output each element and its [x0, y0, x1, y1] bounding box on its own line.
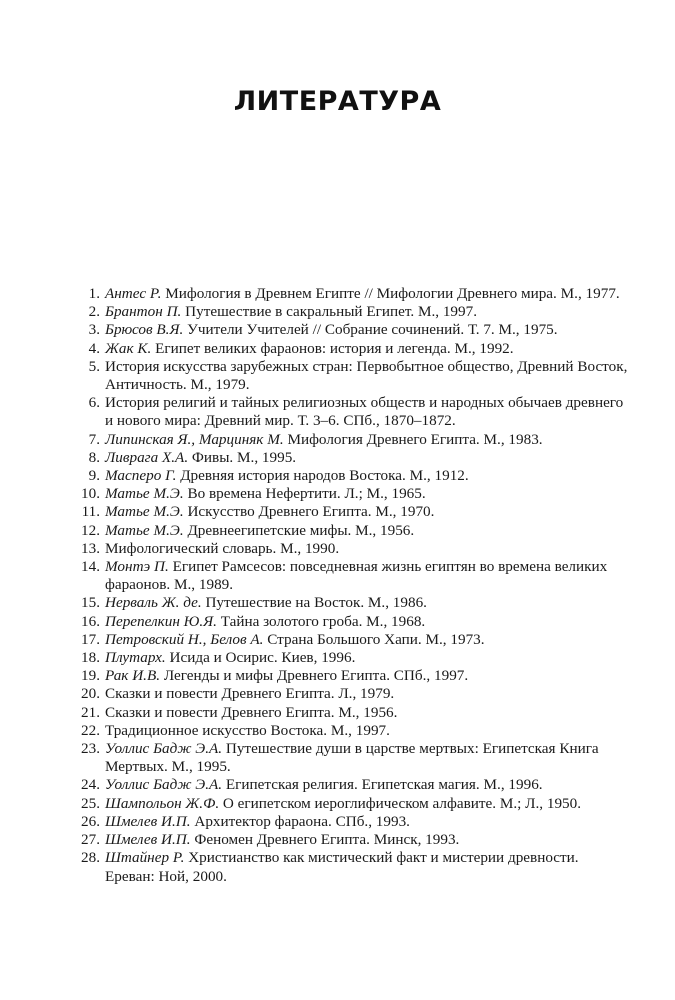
- entry-number: 27.: [81, 831, 100, 849]
- entry-author: Рак И.В.: [105, 667, 161, 685]
- entry-body: [105, 431, 632, 449]
- entry-body: [105, 321, 632, 339]
- entry-author: Плутарх.: [105, 649, 166, 667]
- entry-text: Мифологический словарь. М., 1990.: [105, 539, 340, 557]
- entry-number: 15.: [81, 594, 100, 612]
- bibliography-entry: [72, 613, 632, 631]
- bibliography-entry: [72, 358, 632, 394]
- entry-number: 4.: [88, 339, 100, 357]
- entry-body: [105, 303, 632, 321]
- entry-text: О египетском иероглифическом алфавите. М.; Л., 1950.: [219, 794, 582, 812]
- entry-body: [105, 667, 632, 685]
- entry-number: 23.: [81, 740, 100, 758]
- bibliography-entry: [72, 685, 632, 703]
- entry-number: 8.: [88, 448, 100, 466]
- entry-text: Учители Учителей // Собрание сочинений. Т. 7. М., 1975.: [183, 321, 558, 339]
- entry-text: Архитектор фараона. СПб., 1993.: [190, 812, 410, 830]
- entry-author: Брюсов В.Я.: [105, 321, 184, 339]
- bibliography-entry: [72, 831, 632, 849]
- entry-body: [105, 849, 632, 885]
- entry-body: [105, 485, 632, 503]
- entry-number: 5.: [88, 357, 100, 375]
- bibliography-entry: [72, 631, 632, 649]
- entry-author: Шмелев И.П.: [105, 812, 191, 830]
- entry-author: Антес Р.: [105, 285, 162, 302]
- entry-text: Путешествие души в царстве мертвых: Египетская Книга Мертвых. М., 1995.: [105, 740, 599, 776]
- bibliography-entry: [72, 540, 632, 558]
- entry-text: Египет Рамсесов: повседневная жизнь египтян во времена великих фараонов. М., 1989.: [105, 558, 608, 594]
- entry-body: [105, 795, 632, 813]
- entry-body: [105, 503, 632, 521]
- entry-body: [105, 704, 632, 722]
- entry-number: 13.: [81, 539, 100, 557]
- entry-number: 2.: [88, 303, 100, 321]
- bibliography-entry: [72, 667, 632, 685]
- entry-text: Древнеегипетские мифы. М., 1956.: [183, 521, 415, 539]
- entry-body: [105, 285, 632, 303]
- entry-author: Матье М.Э.: [105, 485, 184, 503]
- entry-body: [105, 831, 632, 849]
- entry-text: Феномен Древнего Египта. Минск, 1993.: [190, 831, 460, 849]
- entry-number: 25.: [81, 794, 100, 812]
- entry-number: 22.: [81, 721, 100, 739]
- bibliography-entry: [72, 503, 632, 521]
- entry-author: Уоллис Бадж Э.А.: [105, 776, 223, 794]
- entry-author: Уоллис Бадж Э.А.: [105, 740, 223, 758]
- entry-number: 3.: [88, 321, 100, 339]
- bibliography-list: [72, 285, 632, 886]
- bibliography-entry: [72, 795, 632, 813]
- entry-author: Перепелкин Ю.Я.: [105, 612, 217, 630]
- entry-number: 24.: [81, 776, 100, 794]
- entry-body: [105, 358, 632, 394]
- entry-author: Масперо Г.: [105, 467, 177, 485]
- bibliography-entry: [72, 303, 632, 321]
- entry-text: Фивы. М., 1995.: [188, 448, 297, 466]
- bibliography-entry: [72, 740, 632, 776]
- entry-body: [105, 558, 632, 594]
- entry-body: [105, 813, 632, 831]
- entry-author: Матье М.Э.: [105, 503, 184, 521]
- entry-body: [105, 522, 632, 540]
- entry-text: Традиционное искусство Востока. М., 1997.: [105, 721, 390, 739]
- entry-text: Египетская религия. Египетская магия. М., 1996.: [222, 776, 543, 794]
- bibliography-entry: [72, 522, 632, 540]
- entry-number: 6.: [88, 394, 100, 412]
- entry-body: [105, 540, 632, 558]
- entry-number: 20.: [81, 685, 100, 703]
- bibliography-entry: [72, 813, 632, 831]
- entry-number: 11.: [81, 503, 100, 521]
- bibliography-entry: [72, 776, 632, 794]
- entry-body: [105, 613, 632, 631]
- entry-author: Матье М.Э.: [105, 521, 184, 539]
- entry-number: 19.: [81, 667, 100, 685]
- bibliography-entry: [72, 594, 632, 612]
- bibliography-entry: [72, 558, 632, 594]
- entry-body: [105, 449, 632, 467]
- entry-number: 16.: [81, 612, 100, 630]
- entry-author: Брантон П.: [105, 303, 182, 321]
- bibliography-entry: [72, 285, 632, 303]
- entry-text: Исида и Осирис. Киев, 1996.: [165, 649, 356, 667]
- entry-author: Штайнер Р.: [105, 849, 185, 867]
- entry-author: Жак К.: [105, 339, 152, 357]
- bibliography-entry: [72, 467, 632, 485]
- entry-body: [105, 722, 632, 740]
- entry-author: Ливрага Х.А.: [105, 448, 189, 466]
- entry-author: Петровский Н., Белов А.: [105, 630, 264, 648]
- bibliography-entry: [72, 394, 632, 430]
- entry-body: [105, 685, 632, 703]
- bibliography-entry: [72, 449, 632, 467]
- entry-text: Искусство Древнего Египта. М., 1970.: [183, 503, 435, 521]
- entry-body: [105, 740, 632, 776]
- entry-number: 18.: [81, 649, 100, 667]
- entry-number: 26.: [81, 812, 100, 830]
- entry-text: Сказки и повести Древнего Египта. М., 1956.: [105, 703, 398, 721]
- entry-text: Легенды и мифы Древнего Египта. СПб., 1997.: [160, 667, 469, 685]
- entry-text: Во времена Нефертити. Л.; М., 1965.: [183, 485, 426, 503]
- entry-number: 17.: [81, 630, 100, 648]
- entry-body: [105, 594, 632, 612]
- entry-number: 12.: [81, 521, 100, 539]
- entry-author: Монтэ П.: [105, 558, 169, 576]
- bibliography-entry: [72, 321, 632, 339]
- entry-number: 1.: [88, 285, 100, 302]
- entry-text: Тайна золотого гроба. М., 1968.: [216, 612, 426, 630]
- page-title: ЛИТЕРАТУРА: [233, 86, 442, 117]
- entry-text: Христианство как мистический факт и мистерии древности. Ереван: Ной, 2000.: [105, 849, 579, 885]
- bibliography-entry: [72, 722, 632, 740]
- entry-text: Путешествие в сакральный Египет. М., 1997.: [181, 303, 478, 321]
- entry-number: 10.: [81, 485, 100, 503]
- bibliography-entry: [72, 704, 632, 722]
- entry-number: 7.: [88, 430, 100, 448]
- entry-number: 14.: [81, 558, 100, 576]
- entry-body: [105, 649, 632, 667]
- entry-body: [105, 467, 632, 485]
- entry-number: 9.: [88, 467, 100, 485]
- bibliography-entry: [72, 340, 632, 358]
- bibliography-entry: [72, 431, 632, 449]
- bibliography-entry: [72, 485, 632, 503]
- entry-body: [105, 340, 632, 358]
- entry-text: Мифология в Древнем Египте // Мифологии Древнего мира. М., 1977.: [161, 285, 620, 302]
- entry-text: История искусства зарубежных стран: Первобытное общество, Древний Восток, Античность. М., 1979.: [105, 357, 628, 394]
- entry-text: Путешествие на Восток. М., 1986.: [201, 594, 427, 612]
- entry-body: [105, 394, 632, 430]
- entry-text: Мифология Древнего Египта. М., 1983.: [283, 430, 543, 448]
- entry-author: Нерваль Ж. де.: [105, 594, 202, 612]
- entry-number: 21.: [81, 703, 100, 721]
- entry-author: Липинская Я., Марциняк М.: [105, 430, 284, 448]
- entry-text: История религий и тайных религиозных обществ и народных обычаев древнего и нового мира: Древний мир. Т. 3–6. СПб., 1870–1872.: [105, 394, 624, 430]
- entry-number: 28.: [81, 849, 100, 867]
- entry-text: Древняя история народов Востока. М., 1912.: [176, 467, 469, 485]
- entry-body: [105, 631, 632, 649]
- bibliography-entry: [72, 649, 632, 667]
- bibliography-entry: [72, 849, 632, 885]
- entry-text: Страна Большого Хапи. М., 1973.: [263, 630, 485, 648]
- entry-author: Шмелев И.П.: [105, 831, 191, 849]
- entry-text: Сказки и повести Древнего Египта. Л., 1979.: [105, 685, 395, 703]
- entry-text: Египет великих фараонов: история и легенда. М., 1992.: [151, 339, 514, 357]
- entry-author: Шампольон Ж.Ф.: [105, 794, 220, 812]
- entry-body: [105, 776, 632, 794]
